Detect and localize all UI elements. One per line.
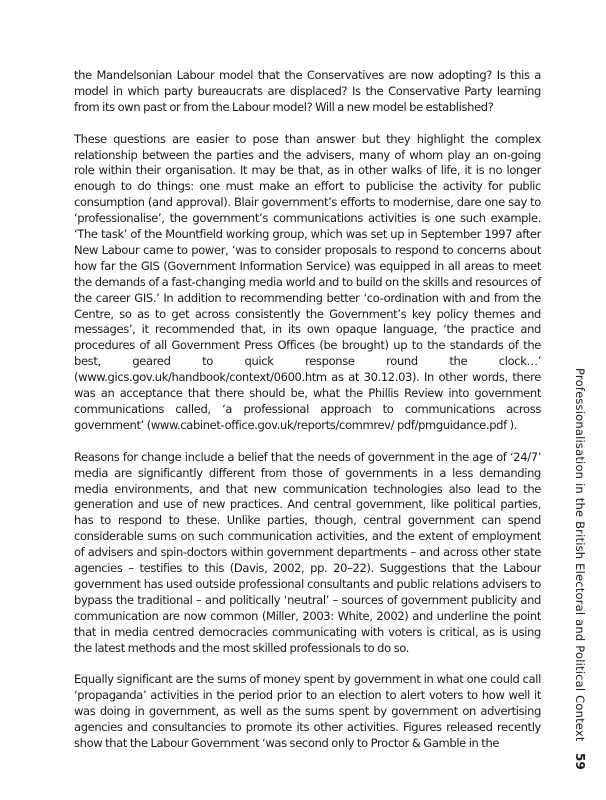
page-number: 59 (573, 753, 587, 770)
running-head-title: Professionalisation in the British Electoral and Political Context (573, 368, 587, 742)
body-text (74, 68, 541, 768)
paragraph-1: the Mandelsonian Labour model that the Conservatives are now adopting? Is this a model in which party bureaucrats are displaced? Is the Conservative Party learning from its own past or from the Labour model? Will a new model be established? (74, 68, 541, 114)
paragraph-2: These questions are easier to pose than answer but they highlight the complex relationship between the parties and the advisers, many of whom play an on-going role within their organisation. It may be that, as in other walks of life, it is no longer enough to do things: one must make an effort to publicise the activity for public consumption (and approval). Blair government’s efforts to modernise, dare one say to ‘professionalise’, the government’s communications activities is one such example. ‘The task’ of the Mountfield working group, which was set up in September 1997 after New Labour came to power, ‘was to consider proposals to respond to concerns about how far the GIS (Government Information Service) was equipped in all areas to meet the demands of a fast-changing media world and to build on the skills and resources of the career GIS.’ In addition to recommending better ‘co-ordination with and from the Centre, so as to get across consistently the Government’s key policy themes and messages’, it recommended that, in its own opaque language, ‘the practice and procedures of all Government Press Offices (be brought) up to the standards of the best, geared to quick response round the clock…’ (www.gics.gov.uk/handbook/context/0600.htm as at 30.12.03). In other words, there was an acceptance that there should be, what the Phillis Review into government communications called, ‘a professional approach to communications across government’ (www.cabinet-office.gov.uk/reports/commrev/ pdf/pmguidance.pdf ). (74, 131, 541, 432)
paragraph-3: Reasons for change include a belief that the needs of government in the age of ‘24/7’ media are significantly different from those of governments in a less demanding media environments, and that new communication technologies also lead to the generation and use of new practices. And central government, like political parties, has to respond to these. Unlike parties, though, central government can spend considerable sums on such communication activities, and the extent of employment of advisers and spin-doctors within government departments – and across other state agencies – testifies to this (Davis, 2002, pp. 20–22). Suggestions that the Labour government has used outside professional consultants and public relations advisers to bypass the traditional – and politically ‘neutral’ – sources of government publicity and communication are now common (Miller, 2003: White, 2002) and underline the point that in media centred democracies communicating with voters is critical, as is using the latest methods and the most skilled professionals to do so. (74, 449, 541, 655)
running-head-inner (573, 368, 587, 770)
running-head (562, 76, 598, 770)
paragraph-4: Equally significant are the sums of money spent by government in what one could call ‘propaganda’ activities in the period prior to an election to alert voters to how well it was doing in government, as well as the sums spent by government on advertising agencies and consultancies to promote its other activities. Figures released recently show that the Labour Government ‘was second only to Proctor & Gamble in the (74, 672, 541, 751)
